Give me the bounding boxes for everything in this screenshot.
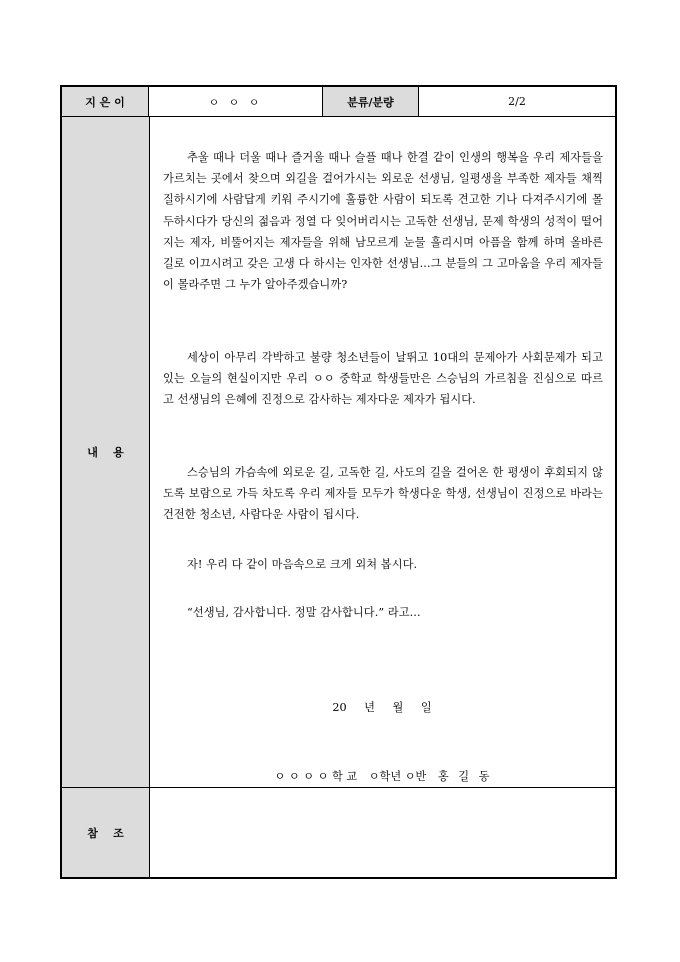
content-body (149, 117, 615, 787)
author-value: ㅇ ㅇ ㅇ (149, 87, 323, 116)
grade-class: ㅇ학년 ㅇ반 (368, 770, 427, 783)
content-row (62, 117, 615, 788)
paragraph-1: 추울 때나 더울 때나 즐거울 때나 슬플 때나 한결 같이 인생의 행복을 우리 제자들을 가르치는 곳에서 찾으며 외길을 걸어가시는 외로운 선생님, 일평생을 부족한 제자들 채찍질하시기에 사람답게 키워 주시기에 훌륭한 사람이 되도록 견고한 기나 다져주시기에 몰두하시다가 당신의 젊음과 정열 다 잊어버리시는 고독한 선생님, 문제 학생의 성적이 떨어지는 제자, 비뚤어지는 제자들을 위해 남모르게 눈물 흘리시며 아픔을 함께 하며 올바른 길로 이끄시려고 갖은 고생 다 하시는 인자한 선생님...그 분들의 그 고마움을 우리 제자들이 몰라주면 그 누가 알아주겠습니까? (163, 151, 603, 292)
student-name: 홍 길 동 (437, 770, 490, 783)
date-line: 20 년 월 일 (332, 701, 432, 714)
reference-row (62, 788, 615, 877)
paragraph-2: 세상이 아무리 각박하고 불량 청소년들이 날뛰고 10대의 문제아가 사회문제가 되고 있는 오늘의 현실이지만 우리 ㅇㅇ 중학교 학생들만은 스승님의 가르침을 진심으로 따르고 선생님의 은혜에 진정으로 감사하는 제자다운 제자가 됩시다. (163, 351, 603, 407)
reference-label (62, 788, 150, 877)
author-label: 지 은 이 (62, 87, 149, 116)
content-label-text: 내 용 (87, 446, 124, 459)
category-label: 분류/분량 (323, 87, 419, 116)
header-row (62, 87, 615, 117)
document-form (60, 85, 617, 879)
content-label (62, 117, 150, 787)
school-name: ㅇ ㅇ ㅇ ㅇ 학 교 (274, 770, 358, 783)
reference-body (149, 788, 615, 877)
signature-line (149, 768, 615, 784)
paragraph-5: “선생님, 감사합니다. 정말 감사합니다.” 라고... (187, 606, 421, 619)
paragraph-4: 자! 우리 다 같이 마음속으로 크게 외쳐 봅시다. (187, 558, 418, 571)
category-value: 2/2 (508, 95, 526, 108)
reference-label-text: 참 조 (87, 826, 124, 840)
paragraph-3: 스승님의 가슴속에 외로운 길, 고독한 길, 사도의 길을 걸어온 한 평생이 후회되지 않도록 보람으로 가득 차도록 우리 제자들 모두가 학생다운 학생, 선생님이 진정으로 바라는 건전한 청소년, 사람다운 사람이 됩시다. (163, 466, 603, 522)
